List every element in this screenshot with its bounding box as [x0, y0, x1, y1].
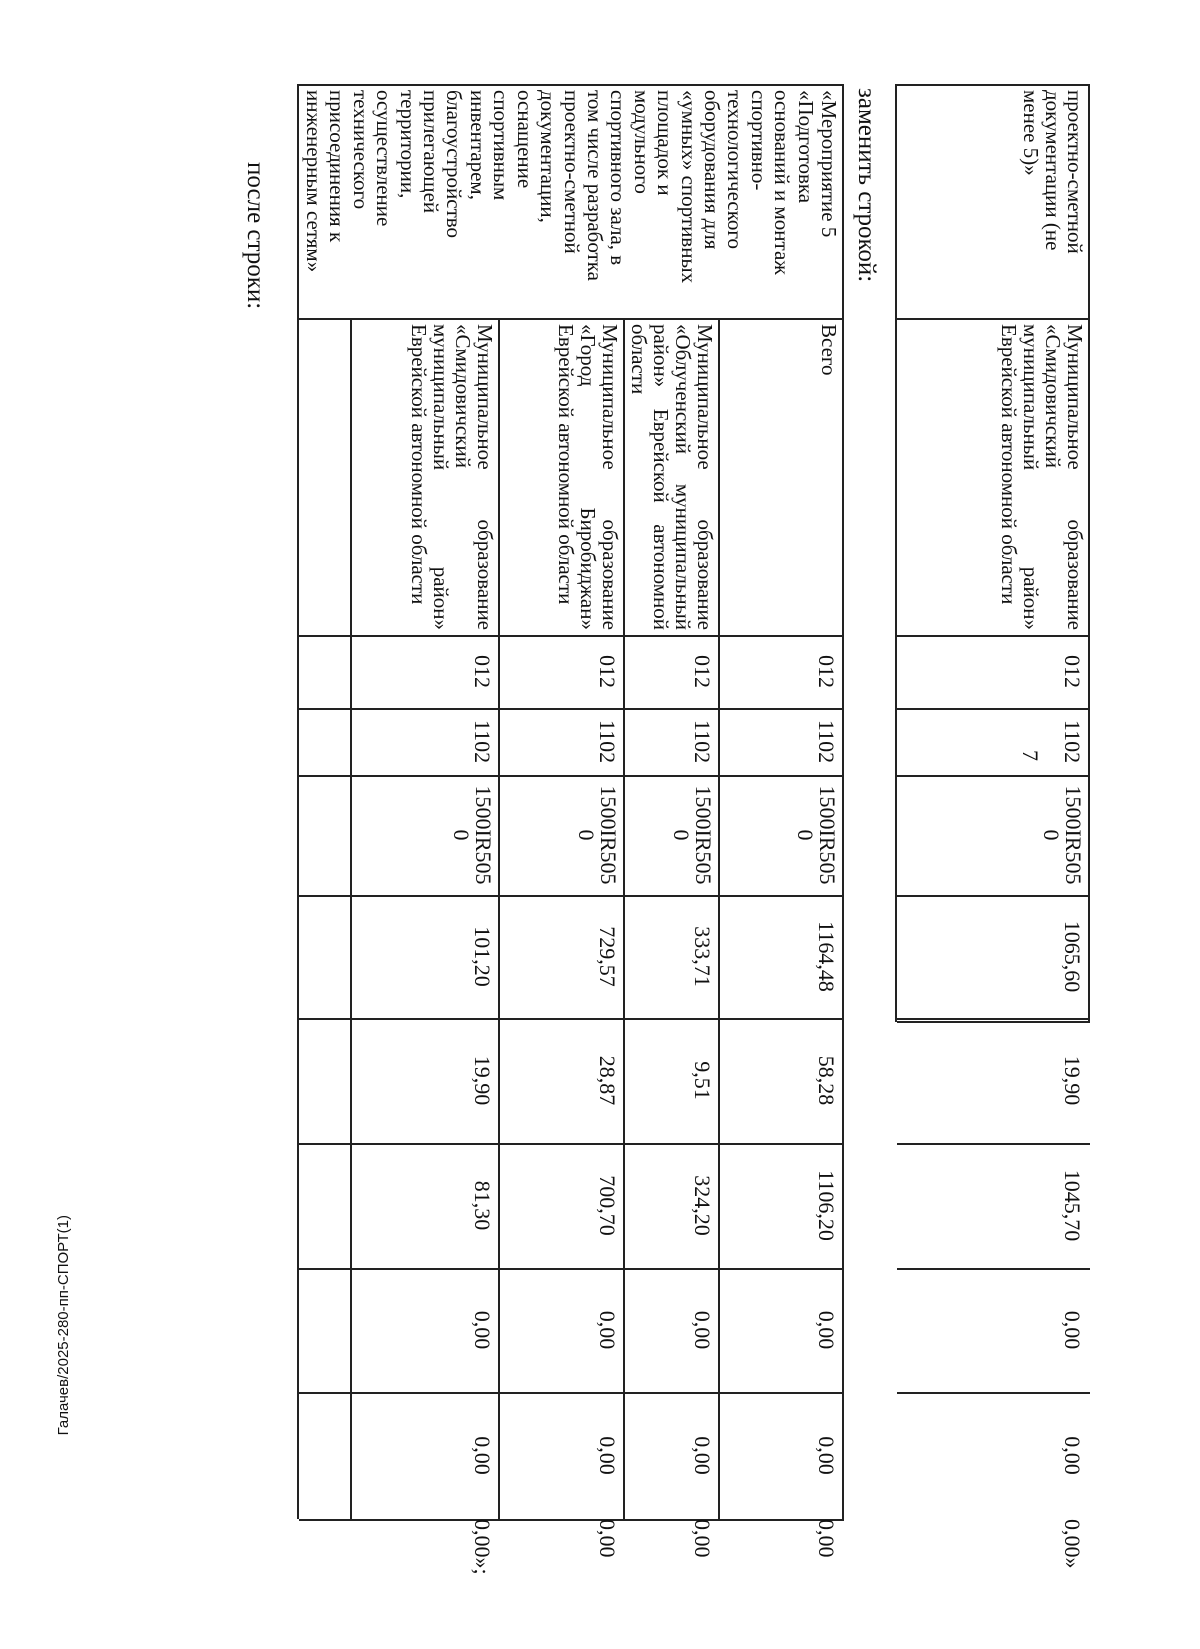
main-table-row-rule: [499, 318, 501, 1519]
row-4-value-3: 81,30: [470, 1180, 495, 1231]
page-number: 7: [1018, 750, 1043, 761]
measure-name-line: присоединения к: [325, 90, 350, 243]
measure-name-line: технологического: [723, 90, 748, 249]
table-rule: [299, 1268, 844, 1270]
row-2-executor-line: области: [627, 324, 651, 395]
row-1-value-2: 58,28: [814, 1055, 839, 1106]
main-table-row-rule: [624, 318, 626, 1519]
main-table-border-left: [299, 84, 844, 86]
table-rule: [299, 895, 844, 897]
top-name-line: документации (не: [1041, 90, 1065, 251]
row-3-executor-line: Еврейской автономной области: [554, 324, 578, 605]
table-rule: [299, 775, 844, 777]
measure-name-line: спортивным: [489, 90, 514, 201]
row-3-value-3: 700,70: [595, 1175, 620, 1236]
row-4-target-part: 1500IR505: [471, 785, 496, 885]
row-1-value-5: 0,00: [814, 1436, 839, 1475]
row-4-value-2: 19,90: [470, 1055, 495, 1106]
top-code: 012: [1060, 655, 1085, 688]
top-target: [1040, 775, 1084, 895]
row-3-value-6: 0,00: [595, 1519, 620, 1558]
row-3-section: 1102: [595, 719, 620, 764]
row-3-target-part: 1500IR505: [596, 785, 621, 885]
row-3-target-part: 0: [574, 829, 599, 841]
row-2-value-4: 0,00: [690, 1310, 715, 1350]
row-2-target: [670, 775, 714, 895]
top-executor-line: Муниципальное образование: [1063, 324, 1087, 630]
measure-name-line: территории,: [395, 90, 420, 199]
row-3-value-4: 0,00: [595, 1310, 620, 1350]
row-2-executor-line: «Облученский муниципальный: [671, 324, 695, 630]
measure-name-line: прилегающей: [419, 90, 444, 214]
row-4-code: 012: [470, 655, 495, 688]
row-4-executor-line: Муниципальное образование: [473, 324, 497, 630]
top-table-border-top: [1089, 84, 1091, 1022]
top-target-part: 0: [1039, 829, 1064, 841]
row-1-target-part: 0: [793, 829, 818, 841]
row-2-value-1: 333,71: [690, 926, 715, 987]
top-value-1: 1065,60: [1060, 920, 1085, 993]
table-rule: [299, 318, 844, 320]
table-rule: [299, 1018, 844, 1020]
top-table-border-left: [897, 84, 1090, 86]
row-4-executor-line: муниципальный район»: [429, 324, 453, 630]
footer-stamp: Галачев/2025-280-пп-СПОРТ(1): [55, 1215, 72, 1436]
measure-name-line: спортивно-: [746, 90, 771, 191]
top-executor-line: муниципальный район»: [1019, 324, 1043, 630]
row-1-target-part: 1500IR505: [815, 785, 840, 885]
row-3-code: 012: [595, 655, 620, 688]
row-3-value-1: 729,57: [595, 926, 620, 987]
measure-name-line: оснований и монтаж: [770, 90, 795, 275]
top-section: 1102: [1060, 719, 1085, 764]
main-table-border-top: [843, 84, 845, 1519]
row-2-target-part: 0: [669, 829, 694, 841]
row-4-executor-line: «Смидовичский: [451, 324, 475, 468]
top-table-border-bottom: [896, 84, 898, 1022]
measure-name-line: спортивного зала, в: [606, 90, 631, 266]
row-2-code: 012: [690, 655, 715, 688]
top-value-4: 0,00: [1060, 1310, 1085, 1350]
row-1-value-4: 0,00: [814, 1310, 839, 1350]
row-2-section: 1102: [690, 719, 715, 764]
top-value-3: 1045,70: [1060, 1169, 1085, 1242]
measure-name: [302, 90, 840, 283]
row-3-executor: [555, 324, 621, 630]
table-rule: [299, 1519, 844, 1521]
row-3-executor-line: «Город Биробиджан»: [576, 324, 600, 630]
row-4-executor-line: Еврейской автономной области: [407, 324, 431, 605]
row-2-value-6: 0,00: [690, 1519, 715, 1558]
top-name-line: менее 5)»: [1019, 90, 1043, 176]
row-4-value-6: 0,00»;: [470, 1519, 495, 1575]
row-1-code: 012: [814, 655, 839, 688]
measure-name-line: «Мероприятие 5: [817, 90, 841, 238]
row-3-executor-line: Муниципальное образование: [598, 324, 622, 630]
row-4-executor: [408, 324, 496, 630]
main-table-row-rule: [719, 318, 721, 1519]
row-1-value-1: 1164,48: [814, 921, 839, 992]
measure-name-line: инженерным сетям»: [302, 90, 327, 273]
measure-name-line: инвентарем,: [465, 90, 490, 200]
row-1-executor: Всего: [817, 324, 841, 376]
measure-name-line: благоустройство: [442, 90, 467, 239]
top-executor-line: Еврейской автономной области: [997, 324, 1021, 605]
table-rule: [299, 708, 844, 710]
main-table-border-bottom: [298, 84, 300, 1519]
row-1-value-3: 1106,20: [814, 1170, 839, 1241]
table-rule: [299, 1143, 844, 1145]
row-1-value-6: 0,00: [814, 1519, 839, 1558]
row-3-target: [575, 775, 619, 895]
row-1-section: 1102: [814, 719, 839, 764]
row-2-target-part: 1500IR505: [691, 785, 716, 885]
measure-name-line: «Подготовка: [793, 90, 818, 204]
row-2-executor-line: район» Еврейской автономной: [649, 324, 673, 630]
top-name-line: проектно-сметной: [1063, 90, 1087, 254]
top-executor: [998, 324, 1086, 630]
row-4-section: 1102: [470, 719, 495, 764]
row-4-value-4: 0,00: [470, 1310, 495, 1350]
table-rule: [299, 635, 844, 637]
row-2-executor-line: Муниципальное образование: [693, 324, 717, 630]
measure-name-line: площадок и: [653, 90, 678, 196]
row-2-value-3: 324,20: [690, 1175, 715, 1236]
measure-name-line: документации,: [536, 90, 561, 223]
measure-name-line: технического: [348, 90, 373, 210]
measure-name-line: модульного: [629, 90, 654, 194]
row-4-value-1: 101,20: [470, 926, 495, 987]
measure-name-line: оборудования для: [699, 90, 724, 250]
row-4-value-5: 0,00: [470, 1436, 495, 1475]
top-value-6: 0,00»: [1060, 1519, 1085, 1569]
main-table-row-rule: [351, 318, 353, 1519]
row-3-value-5: 0,00: [595, 1436, 620, 1475]
top-name: [1020, 90, 1086, 254]
measure-name-line: «умных» спортивных: [676, 90, 701, 284]
top-value-2: 19,90: [1060, 1055, 1085, 1106]
caption-after: после строки:: [242, 162, 269, 310]
top-value-5: 0,00: [1060, 1436, 1085, 1475]
top-target-part: 1500IR505: [1061, 785, 1086, 885]
measure-name-line: проектно-сметной: [559, 90, 584, 254]
row-2-executor: [628, 324, 716, 630]
row-1-target: [794, 775, 838, 895]
row-3-value-2: 28,87: [595, 1055, 620, 1106]
row-4-target-part: 0: [449, 829, 474, 841]
row-4-target: [450, 775, 494, 895]
row-2-value-5: 0,00: [690, 1436, 715, 1475]
table-rule: [299, 1392, 844, 1394]
top-executor-line: «Смидовичский: [1041, 324, 1065, 468]
measure-name-line: оснащение: [512, 90, 537, 189]
caption-replace: заменить строкой:: [853, 88, 880, 283]
measure-name-line: осуществление: [372, 90, 397, 227]
row-2-value-2: 9,51: [690, 1061, 715, 1100]
measure-name-line: том числе разработка: [582, 90, 607, 281]
